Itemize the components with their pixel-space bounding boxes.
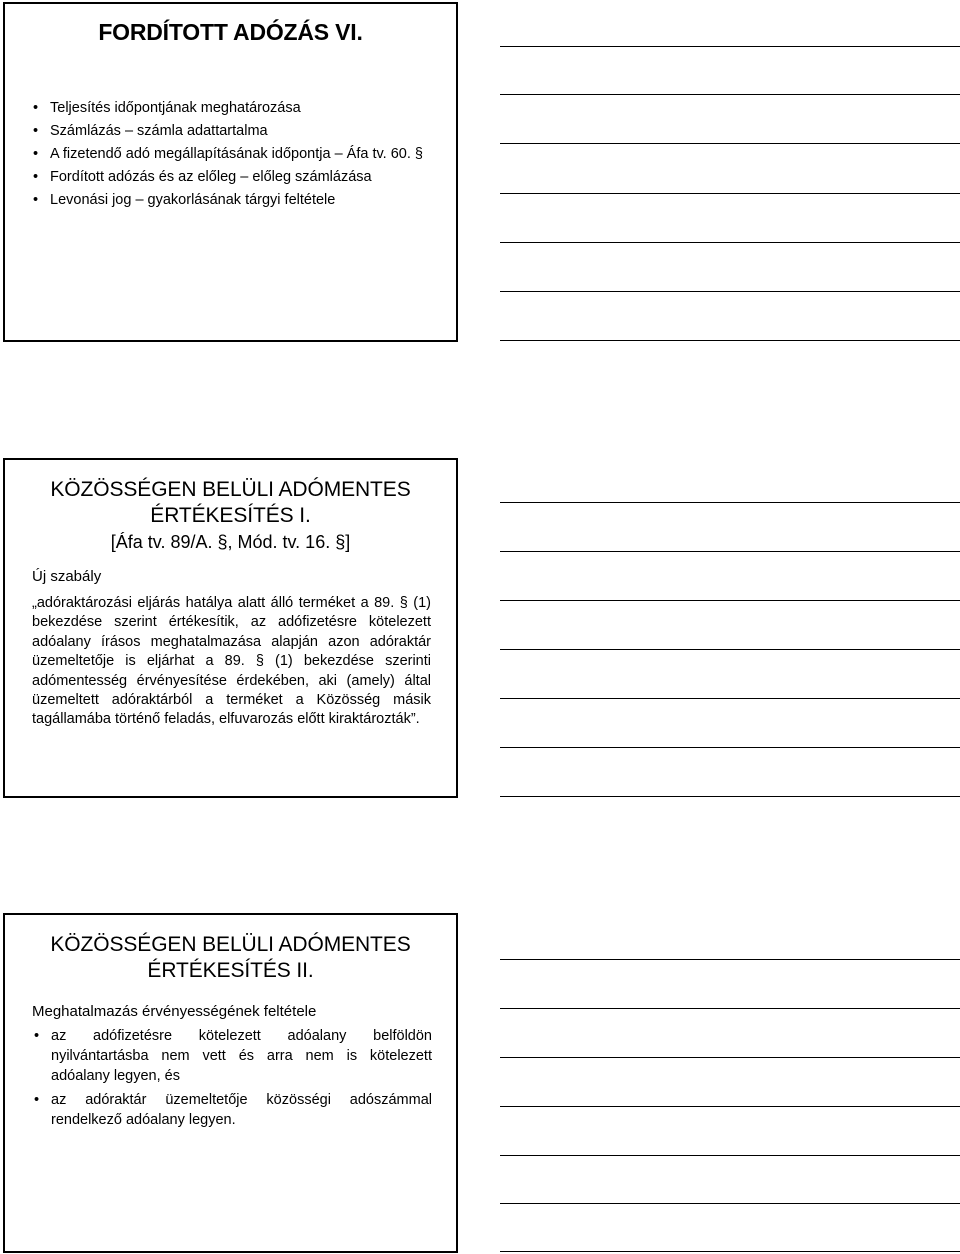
note-line bbox=[500, 796, 960, 797]
bullet-list bbox=[50, 97, 442, 212]
list-item: • Fordított adózás és az előleg – előleg számlázása bbox=[50, 166, 442, 189]
slide-title bbox=[5, 932, 456, 984]
note-line bbox=[500, 46, 960, 47]
slide-title-line: ÉRTÉKESÍTÉS II. bbox=[147, 959, 314, 982]
note-line bbox=[500, 1251, 960, 1252]
note-line bbox=[500, 242, 960, 243]
note-line bbox=[500, 502, 960, 503]
note-line bbox=[500, 698, 960, 699]
note-line bbox=[500, 1008, 960, 1009]
list-item: • Teljesítés időpontjának meghatározása bbox=[50, 97, 442, 120]
note-line bbox=[500, 143, 960, 144]
bullet-list bbox=[51, 1026, 432, 1130]
slide-subtitle: [Áfa tv. 89/A. §, Mód. tv. 16. §] bbox=[110, 532, 351, 552]
note-line bbox=[500, 600, 960, 601]
slide-3 bbox=[3, 913, 458, 1253]
note-line bbox=[500, 551, 960, 552]
list-item: • A fizetendő adó megállapításának időpontja – Áfa tv. 60. § bbox=[50, 143, 442, 166]
note-line bbox=[500, 340, 960, 341]
note-line bbox=[500, 94, 960, 95]
list-item: • az adóraktár üzemeltetője közösségi adószámmal rendelkező adóalany legyen. bbox=[51, 1090, 432, 1130]
slide-1 bbox=[3, 2, 458, 342]
note-line bbox=[500, 1203, 960, 1204]
list-item: • Számlázás – számla adattartalma bbox=[50, 120, 442, 143]
note-line bbox=[500, 1106, 960, 1107]
slide-title: FORDÍTOTT ADÓZÁS VI. bbox=[98, 19, 363, 45]
condition-heading: Meghatalmazás érvényességének feltétele bbox=[32, 1003, 317, 1020]
list-item: • Levonási jog – gyakorlásának tárgyi feltétele bbox=[50, 189, 442, 212]
note-line bbox=[500, 649, 960, 650]
slide-title-line: KÖZÖSSÉGEN BELÜLI ADÓMENTES bbox=[50, 933, 411, 956]
slide-2 bbox=[3, 458, 458, 798]
slide-title bbox=[5, 477, 456, 529]
note-line bbox=[500, 291, 960, 292]
slide-title-line: ÉRTÉKESÍTÉS I. bbox=[150, 504, 311, 527]
note-line bbox=[500, 1155, 960, 1156]
note-line bbox=[500, 959, 960, 960]
note-line bbox=[500, 747, 960, 748]
note-line bbox=[500, 1057, 960, 1058]
rule-label: Új szabály bbox=[32, 568, 102, 585]
rule-paragraph: „adóraktározási eljárás hatálya alatt álló terméket a 89. § (1) bekezdése szerint értékesítik, az adófizetésre kötelezett adóalany írásos meghatalmazása alapján azon adóraktár üzemeltetője is eljárhat a 89. § (1) bekezdése szerinti adómentesség érvényesítése érdekében, aki (amely) által üzemeltett adóraktárból a terméket a Közösség másik tagállamába történő feladás, elfuvarozás előtt kiraktározták”. bbox=[32, 595, 431, 728]
note-line bbox=[500, 193, 960, 194]
slide-title-line: KÖZÖSSÉGEN BELÜLI ADÓMENTES bbox=[50, 478, 411, 501]
list-item: • az adófizetésre kötelezett adóalany belföldön nyilvántartásba nem vett és arra nem is kötelezett adóalany legyen, és bbox=[51, 1026, 432, 1086]
